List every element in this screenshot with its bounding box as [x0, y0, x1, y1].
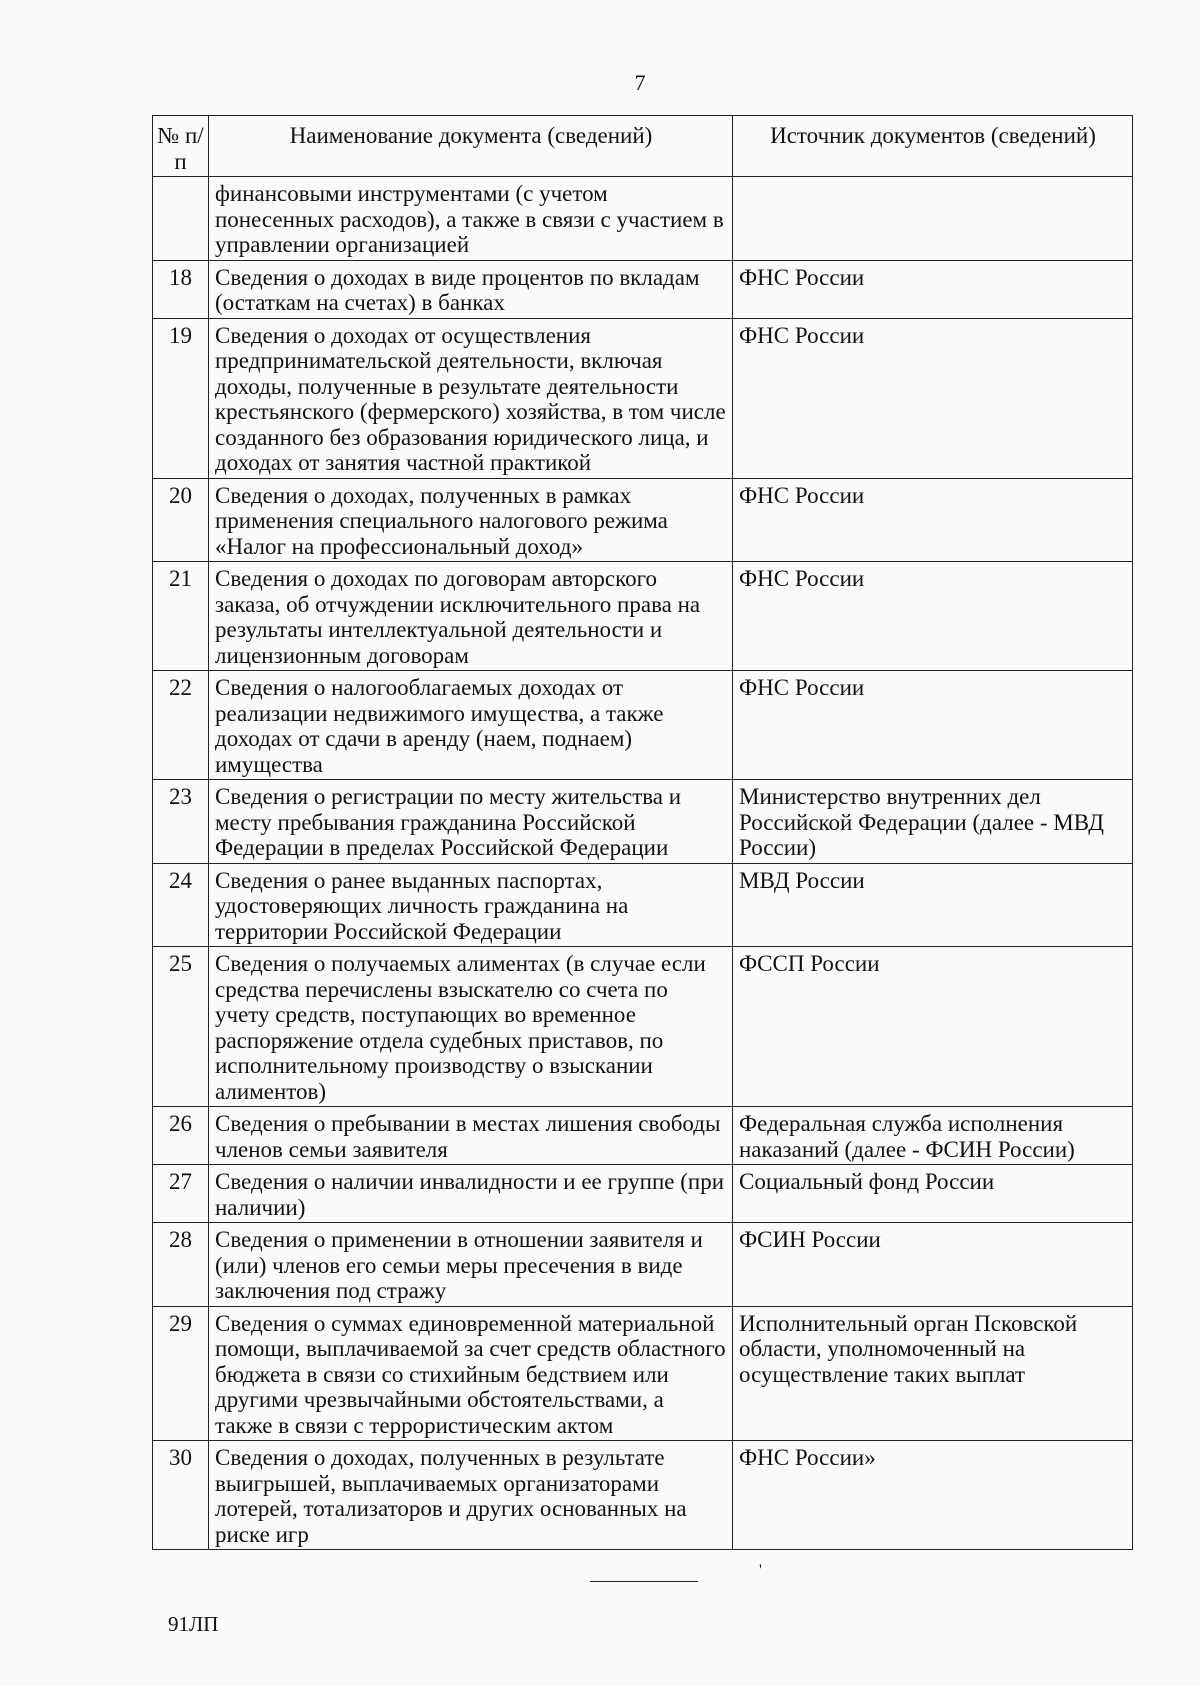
row-source: ФНС России: [733, 478, 1133, 562]
row-number: 30: [153, 1441, 209, 1550]
row-source: ФСИН России: [733, 1223, 1133, 1307]
table-row: [153, 260, 1133, 318]
row-document-name: Сведения о доходах, полученных в результате выигрышей, выплачиваемых организаторами лотерей, тотализаторов и других основанных на риске игр: [209, 1441, 733, 1550]
row-source: Социальный фонд России: [733, 1165, 1133, 1223]
row-source: Исполнительный орган Псковской области, уполномоченный на осуществление таких выплат: [733, 1306, 1133, 1441]
row-source: ФНС России: [733, 562, 1133, 671]
row-source: Федеральная служба исполнения наказаний (далее - ФСИН России): [733, 1107, 1133, 1165]
table-row: [153, 177, 1133, 261]
row-document-name: Сведения о применении в отношении заявителя и (или) членов его семьи меры пресечения в виде заключения под стражу: [209, 1223, 733, 1307]
table-row: [153, 1107, 1133, 1165]
table-body: [153, 177, 1133, 1550]
row-document-name: Сведения о пребывании в местах лишения свободы членов семьи заявителя: [209, 1107, 733, 1165]
row-number: 27: [153, 1165, 209, 1223]
header-name: Наименование документа (сведений): [209, 116, 733, 177]
row-number: 23: [153, 780, 209, 864]
row-number: 20: [153, 478, 209, 562]
row-source: ФССП России: [733, 947, 1133, 1107]
header-source: Источник документов (сведений): [733, 116, 1133, 177]
table-row: [153, 1441, 1133, 1550]
row-document-name: Сведения о доходах от осуществления предпринимательской деятельности, включая доходы, полученные в результате деятельности крестьянского (фермерского) хозяйства, в том числе созданного без образования юридического лица, и доходах от занятия частной практикой: [209, 318, 733, 478]
table-row: [153, 780, 1133, 864]
page-number: 7: [634, 70, 646, 95]
row-source: [733, 177, 1133, 261]
row-document-name: Сведения о налогооблагаемых доходах от реализации недвижимого имущества, а также доходах от сдачи в аренду (наем, поднаем) имущества: [209, 671, 733, 780]
header-num: № п/п: [153, 116, 209, 177]
documents-table: [152, 115, 1133, 1550]
row-document-name: Сведения о получаемых алиментах (в случае если средства перечислены взыскателю со счета по учету средств, поступающих во временное распоряжение отдела судебных приставов, по исполнительному производству о взыскании алиментов): [209, 947, 733, 1107]
row-document-name: Сведения о наличии инвалидности и ее группе (при наличии): [209, 1165, 733, 1223]
row-source: ФНС России: [733, 318, 1133, 478]
table-row: [153, 318, 1133, 478]
row-number: 19: [153, 318, 209, 478]
table-row: [153, 863, 1133, 947]
row-document-name: финансовыми инструментами (с учетом понесенных расходов), а также в связи с участием в управлении организацией: [209, 177, 733, 261]
row-number: 24: [153, 863, 209, 947]
table-row: [153, 947, 1133, 1107]
row-number: 28: [153, 1223, 209, 1307]
table-row: [153, 562, 1133, 671]
row-document-name: Сведения о доходах, полученных в рамках применения специального налогового режима «Налог на профессиональный доход»: [209, 478, 733, 562]
row-source: ФНС России»: [733, 1441, 1133, 1550]
row-number: 26: [153, 1107, 209, 1165]
row-number: 18: [153, 260, 209, 318]
document-code: 91ЛП: [168, 1612, 219, 1636]
row-document-name: Сведения о доходах в виде процентов по вкладам (остаткам на счетах) в банках: [209, 260, 733, 318]
row-number: 22: [153, 671, 209, 780]
footer-mark: ': [759, 1562, 762, 1579]
row-number: 21: [153, 562, 209, 671]
row-source: Министерство внутренних дел Российской Федерации (далее - МВД России): [733, 780, 1133, 864]
row-source: МВД России: [733, 863, 1133, 947]
row-number: [153, 177, 209, 261]
row-source: ФНС России: [733, 260, 1133, 318]
row-document-name: Сведения о ранее выданных паспортах, удостоверяющих личность гражданина на территории Российской Федерации: [209, 863, 733, 947]
table-row: [153, 478, 1133, 562]
row-number: 29: [153, 1306, 209, 1441]
table-row: [153, 1165, 1133, 1223]
row-number: 25: [153, 947, 209, 1107]
footer-separator-line: [590, 1581, 698, 1582]
row-document-name: Сведения о доходах по договорам авторского заказа, об отчуждении исключительного права на результаты интеллектуальной деятельности и лицензионным договорам: [209, 562, 733, 671]
table-row: [153, 1223, 1133, 1307]
row-document-name: Сведения о регистрации по месту жительства и месту пребывания гражданина Российской Федерации в пределах Российской Федерации: [209, 780, 733, 864]
table-row: [153, 671, 1133, 780]
table-row: [153, 1306, 1133, 1441]
table-header-row: [153, 116, 1133, 177]
row-source: ФНС России: [733, 671, 1133, 780]
row-document-name: Сведения о суммах единовременной материальной помощи, выплачиваемой за счет средств областного бюджета в связи со стихийным бедствием или другими чрезвычайными обстоятельствами, а также в связи с террористическим актом: [209, 1306, 733, 1441]
